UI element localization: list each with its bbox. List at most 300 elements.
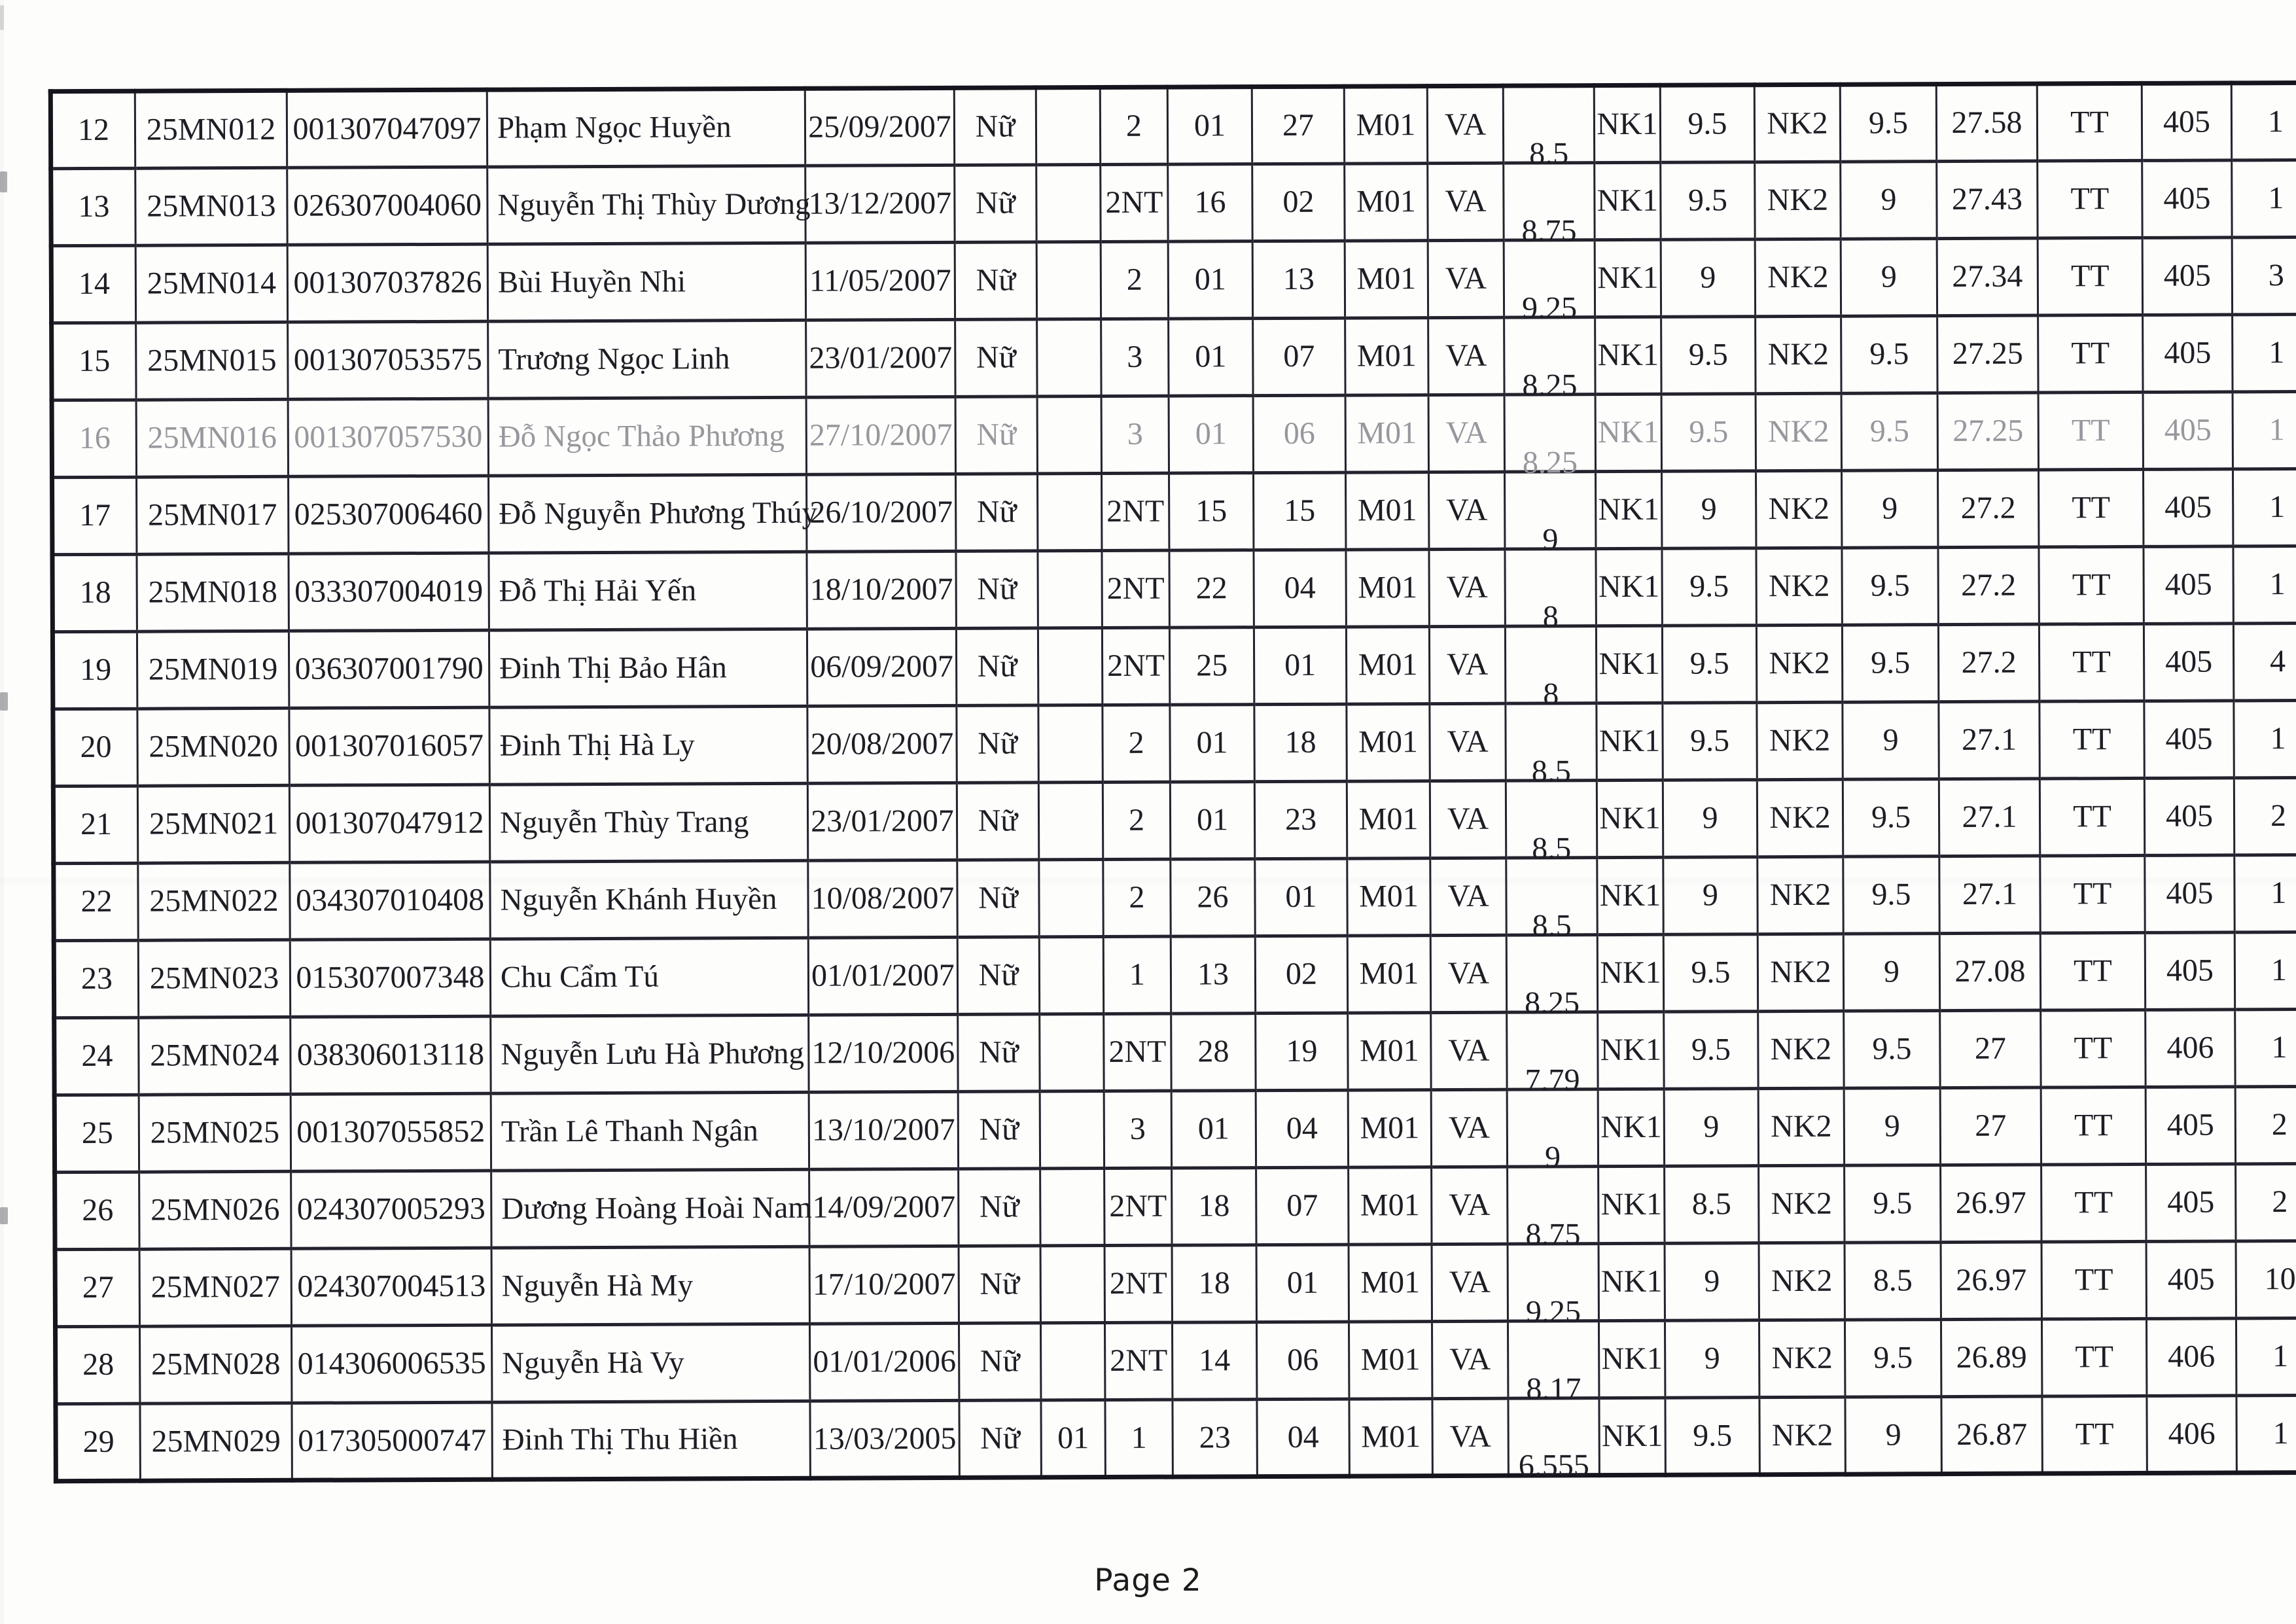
cell-stt: 18 [52,554,137,631]
cell-nk1-label: NK1 [1598,1243,1665,1320]
cell-bonus-score: 9.25 [1508,1244,1598,1322]
cell-nk2-label: NK2 [1756,548,1842,626]
cell-wish-order: 2 [2234,777,2296,855]
cell-priority-object [1040,1169,1104,1246]
scan-artifact [0,1207,8,1224]
cell-gender: Nữ [956,551,1038,628]
cell-code-1: 22 [1169,550,1254,627]
cell-priority-area: 2NT [1104,1168,1172,1245]
cell-citizen-id: 014306006535 [292,1325,492,1403]
cell-total-score: 26.97 [1941,1242,2041,1320]
table-row [52,391,2296,477]
cell-bonus-score: 8 [1505,626,1596,704]
cell-code-2: 01 [1256,1244,1349,1322]
cell-language: VA [1430,858,1506,935]
cell-gender: Nữ [956,474,1038,551]
cell-bonus-score: 8.25 [1504,317,1595,395]
cell-citizen-id: 038306013118 [291,1016,491,1094]
cell-nk2-score: 9.5 [1845,1320,1941,1398]
cell-full-name: Trần Lê Thanh Ngân [491,1092,809,1171]
cell-gender: Nữ [959,1169,1040,1246]
cell-nk1-label: NK1 [1596,548,1662,626]
cell-citizen-id: 024307004513 [291,1248,491,1326]
cell-priority-object [1036,88,1100,165]
cell-major-code: 405 [2143,315,2233,393]
cell-code-2: 18 [1254,704,1347,782]
cell-major-code: 405 [2144,701,2234,779]
cell-bonus-score: 8 [1505,549,1596,627]
cell-date-of-birth: 23/01/2007 [807,783,957,860]
cell-full-name: Dương Hoàng Hoài Nam [491,1169,809,1248]
cell-nk2-score: 9.5 [1845,1165,1941,1243]
cell-code-1: 25 [1169,627,1254,705]
cell-major-code: 406 [2146,1318,2236,1396]
cell-citizen-id: 036307001790 [289,630,489,708]
cell-total-score: 27.25 [1937,315,2038,393]
cell-nk2-label: NK2 [1759,1165,1845,1243]
cell-status: TT [2041,1010,2146,1087]
cell-wish-order: 1 [2236,1395,2296,1473]
cell-nk2-label: NK2 [1758,1088,1844,1166]
cell-stt: 23 [54,940,138,1017]
cell-language: VA [1432,1398,1508,1475]
cell-nk2-score: 9.5 [1843,779,1939,857]
cell-major-code: 405 [2146,1164,2236,1242]
cell-gender: Nữ [955,165,1036,242]
cell-date-of-birth: 10/08/2007 [808,860,957,938]
cell-stt: 29 [56,1403,140,1481]
cell-nk1-label: NK1 [1595,394,1661,471]
cell-nk1-label: NK1 [1595,162,1661,239]
cell-nk1-label: NK1 [1598,1320,1665,1398]
cell-full-name: Đỗ Ngọc Thảo Phương [488,397,806,476]
cell-full-name: Đỗ Nguyễn Phương Thúy [489,474,807,553]
cell-stt: 24 [54,1017,139,1095]
cell-language: VA [1428,240,1504,317]
cell-wish-order: 1 [2235,1009,2296,1087]
cell-gender: Nữ [955,242,1036,319]
cell-candidate-code: 25MN014 [135,245,287,323]
cell-nk1-score: 9 [1661,239,1755,317]
cell-subject-group: M01 [1349,1399,1432,1476]
cell-nk2-score: 9 [1841,162,1937,239]
cell-date-of-birth: 13/03/2005 [810,1400,959,1478]
cell-major-code: 405 [2145,855,2234,933]
cell-bonus-score: 9.25 [1504,240,1595,318]
cell-subject-group: M01 [1346,472,1429,550]
cell-priority-area: 2 [1103,859,1171,936]
cell-bonus-score: 8.5 [1506,781,1597,858]
cell-code-2: 06 [1256,1322,1349,1400]
cell-candidate-code: 25MN022 [138,862,290,940]
table-row [51,160,2296,245]
cell-priority-area: 2NT [1104,1014,1171,1091]
cell-nk2-label: NK2 [1759,1320,1845,1398]
table-row [52,468,2296,554]
cell-bonus-score: 8.25 [1506,935,1597,1013]
cell-priority-object [1040,1323,1104,1400]
cell-bonus-score: 6.555 [1508,1398,1599,1476]
cell-subject-group: M01 [1345,241,1428,318]
cell-bonus-score: 8.17 [1508,1321,1598,1399]
cell-code-2: 01 [1254,627,1346,705]
cell-nk1-score: 9.5 [1663,703,1757,781]
cell-citizen-id: 001307047912 [289,785,489,862]
cell-nk2-score: 8.5 [1845,1243,1941,1320]
cell-code-1: 18 [1172,1245,1256,1322]
cell-priority-object [1036,242,1101,319]
cell-nk1-score: 8.5 [1665,1166,1759,1244]
cell-code-1: 01 [1171,1091,1256,1168]
cell-full-name: Đỗ Thị Hải Yến [489,552,807,630]
cell-code-2: 13 [1252,241,1345,319]
cell-full-name: Đinh Thị Hà Ly [489,706,807,785]
cell-code-2: 07 [1253,318,1345,396]
cell-priority-object: 01 [1041,1400,1105,1477]
cell-candidate-code: 25MN018 [137,554,289,631]
cell-subject-group: M01 [1347,781,1430,858]
cell-full-name: Nguyễn Thùy Trang [489,783,807,862]
cell-stt: 25 [54,1095,139,1172]
cell-nk2-label: NK2 [1756,470,1842,548]
cell-wish-order: 3 [2232,237,2296,315]
cell-date-of-birth: 25/09/2007 [805,88,954,166]
cell-nk2-score: 9.5 [1842,548,1938,626]
cell-gender: Nữ [957,783,1038,860]
cell-candidate-code: 25MN019 [137,631,289,709]
cell-nk1-label: NK1 [1598,1166,1665,1243]
cell-code-1: 26 [1171,859,1255,936]
cell-bonus-score: 9 [1507,1089,1598,1167]
cell-citizen-id: 025307006460 [289,476,489,554]
cell-nk2-label: NK2 [1756,625,1842,703]
cell-code-1: 01 [1168,241,1252,319]
cell-language: VA [1431,1012,1507,1089]
cell-total-score: 27 [1940,1010,2041,1088]
cell-wish-order: 1 [2234,700,2296,778]
cell-language: VA [1428,395,1504,472]
cell-full-name: Bùi Huyền Nhi [487,243,805,321]
cell-nk1-score: 9.5 [1661,162,1755,240]
cell-status: TT [2038,315,2143,393]
cell-priority-area: 3 [1104,1091,1171,1168]
cell-total-score: 27.08 [1939,933,2040,1011]
table-row [54,932,2296,1017]
cell-nk2-label: NK2 [1758,1011,1844,1089]
cell-major-code: 405 [2144,546,2233,624]
cell-status: TT [2038,160,2142,238]
cell-candidate-code: 25MN023 [138,940,290,1017]
cell-code-2: 02 [1252,164,1345,241]
cell-status: TT [2041,1318,2146,1396]
cell-status: TT [2040,778,2144,856]
cell-code-2: 02 [1255,936,1347,1014]
cell-code-2: 15 [1254,472,1346,550]
cell-candidate-code: 25MN024 [139,1017,291,1095]
cell-major-code: 406 [2147,1396,2236,1474]
cell-stt: 20 [53,709,137,786]
cell-total-score: 27.1 [1939,701,2040,779]
cell-stt: 13 [51,168,135,245]
cell-total-score: 27.2 [1938,547,2039,625]
cell-full-name: Nguyễn Hà My [491,1246,809,1325]
cell-language: VA [1430,781,1506,858]
cell-nk2-score: 9 [1845,1397,1941,1475]
cell-date-of-birth: 20/08/2007 [807,705,957,783]
cell-wish-order: 1 [2233,546,2296,624]
cell-wish-order: 2 [2235,1086,2296,1164]
cell-nk1-score: 9 [1665,1243,1759,1321]
cell-date-of-birth: 01/01/2007 [808,937,957,1015]
cell-major-code: 406 [2146,1010,2235,1087]
cell-subject-group: M01 [1348,1090,1431,1167]
cell-subject-group: M01 [1347,858,1430,936]
cell-code-1: 01 [1169,319,1253,396]
cell-stt: 27 [55,1249,139,1326]
cell-citizen-id: 001307055852 [291,1093,491,1171]
cell-subject-group: M01 [1345,395,1428,472]
cell-code-1: 01 [1170,782,1254,859]
cell-nk2-label: NK2 [1757,702,1843,780]
cell-code-2: 07 [1256,1167,1349,1245]
cell-priority-area: 2NT [1101,164,1168,241]
cell-code-2: 23 [1254,781,1347,859]
cell-full-name: Nguyễn Thị Thùy Dương [487,166,805,244]
cell-nk2-score: 9.5 [1843,856,1939,934]
cell-nk1-score: 9.5 [1662,626,1756,703]
cell-date-of-birth: 17/10/2007 [809,1246,959,1324]
cell-priority-object [1038,705,1103,783]
cell-nk2-label: NK2 [1757,934,1843,1012]
cell-date-of-birth: 12/10/2006 [809,1014,958,1092]
cell-total-score: 27.25 [1937,393,2038,470]
cell-major-code: 405 [2144,469,2233,547]
cell-priority-object [1040,1014,1104,1091]
cell-stt: 16 [52,400,136,477]
cell-gender: Nữ [958,1091,1040,1169]
cell-major-code: 405 [2142,83,2231,161]
cell-code-2: 19 [1256,1013,1348,1091]
cell-code-1: 01 [1169,396,1253,473]
cell-wish-order: 2 [2236,1163,2296,1241]
cell-nk2-label: NK2 [1755,162,1841,239]
results-table [48,80,2296,1483]
cell-code-1: 13 [1171,936,1255,1014]
cell-full-name: Đinh Thị Thu Hiền [492,1401,810,1479]
cell-total-score: 26.89 [1941,1319,2041,1397]
cell-nk1-score: 9.5 [1661,317,1756,395]
cell-subject-group: M01 [1344,86,1427,164]
cell-status: TT [2039,469,2144,547]
table-row [52,314,2296,400]
cell-date-of-birth: 06/09/2007 [807,628,956,706]
table-row [56,1318,2296,1403]
cell-stt: 22 [54,863,138,940]
cell-full-name: Trương Ngọc Linh [488,320,806,398]
cell-priority-object [1040,1246,1104,1323]
cell-status: TT [2039,624,2144,701]
cell-subject-group: M01 [1346,627,1429,704]
cell-major-code: 405 [2145,932,2234,1010]
cell-stt: 26 [55,1172,139,1249]
cell-candidate-code: 25MN012 [135,90,287,168]
cell-nk1-label: NK1 [1598,1089,1664,1166]
cell-code-1: 18 [1172,1168,1256,1245]
cell-gender: Nữ [959,1323,1040,1400]
cell-nk2-score: 9 [1844,1088,1940,1166]
cell-nk1-label: NK1 [1596,471,1662,548]
cell-nk2-score: 9 [1843,934,1939,1012]
cell-priority-object [1038,783,1103,860]
cell-bonus-score: 8.5 [1506,703,1597,781]
cell-candidate-code: 25MN017 [137,476,289,554]
cell-nk1-label: NK1 [1597,934,1663,1012]
page-number-label: Page 2 [1094,1562,1202,1598]
cell-nk1-score: 9.5 [1661,394,1756,472]
cell-language: VA [1432,1321,1508,1398]
cell-major-code: 405 [2143,392,2233,470]
cell-citizen-id: 033307004019 [289,553,489,631]
cell-total-score: 26.97 [1941,1165,2041,1243]
table-row [55,1163,2296,1249]
cell-stt: 28 [56,1326,140,1403]
cell-bonus-score: 8.75 [1504,163,1595,241]
cell-date-of-birth: 11/05/2007 [805,242,955,320]
cell-language: VA [1432,1167,1508,1244]
table-row [52,623,2296,709]
cell-major-code: 405 [2142,160,2232,238]
cell-full-name: Chu Cẩm Tú [490,938,808,1016]
cell-code-2: 27 [1252,86,1344,164]
table-row [54,855,2296,940]
cell-gender: Nữ [957,705,1038,783]
cell-status: TT [2041,1241,2146,1319]
table-row [53,777,2296,863]
cell-nk1-score: 9 [1663,780,1757,858]
cell-subject-group: M01 [1345,318,1428,395]
cell-priority-area: 2NT [1102,473,1169,550]
cell-nk1-label: NK1 [1597,703,1663,780]
cell-bonus-score: 8.75 [1508,1167,1598,1244]
cell-nk1-score: 9 [1664,1089,1758,1167]
cell-full-name: Nguyễn Hà Vy [492,1324,810,1402]
cell-subject-group: M01 [1347,704,1430,781]
cell-status: TT [2037,83,2142,161]
cell-nk2-label: NK2 [1754,84,1840,162]
table-row [51,237,2296,323]
cell-nk1-score: 9 [1665,1320,1759,1398]
cell-priority-area: 2NT [1102,627,1169,705]
cell-subject-group: M01 [1348,1013,1431,1090]
cell-priority-area: 2 [1101,241,1168,319]
cell-major-code: 405 [2144,624,2233,701]
cell-candidate-code: 25MN016 [136,399,288,477]
scan-artifact [0,171,7,192]
cell-date-of-birth: 01/01/2006 [809,1323,959,1401]
cell-nk2-label: NK2 [1755,239,1841,317]
cell-citizen-id: 001307016057 [289,707,489,785]
cell-subject-group: M01 [1345,164,1428,241]
cell-date-of-birth: 27/10/2007 [806,397,955,474]
cell-wish-order: 1 [2234,932,2296,1010]
cell-language: VA [1427,86,1503,163]
cell-code-1: 16 [1168,164,1252,241]
cell-wish-order: 10 [2236,1241,2296,1318]
cell-gender: Nữ [957,937,1039,1014]
cell-gender: Nữ [955,319,1037,397]
cell-nk1-label: NK1 [1596,626,1662,703]
cell-status: TT [2040,701,2144,779]
cell-wish-order: 4 [2233,623,2296,701]
cell-major-code: 405 [2144,778,2234,856]
cell-bonus-score: 8.5 [1503,86,1594,164]
cell-gender: Nữ [959,1400,1041,1477]
cell-nk2-label: NK2 [1759,1397,1845,1475]
cell-wish-order: 1 [2234,855,2296,932]
cell-gender: Nữ [959,1246,1040,1323]
cell-code-2: 01 [1255,858,1347,936]
cell-code-1: 15 [1169,473,1254,550]
cell-nk1-label: NK1 [1595,317,1661,394]
cell-stt: 19 [52,631,137,709]
cell-gender: Nữ [955,397,1037,474]
cell-date-of-birth: 13/12/2007 [805,165,955,243]
cell-code-1: 28 [1171,1014,1256,1091]
cell-priority-object [1039,860,1103,937]
cell-priority-area: 2 [1100,87,1167,164]
cell-gender: Nữ [958,1014,1040,1091]
cell-candidate-code: 25MN020 [137,708,289,786]
cell-nk2-score: 9.5 [1842,625,1938,703]
cell-priority-area: 2NT [1104,1245,1172,1322]
cell-nk2-score: 9.5 [1844,1011,1940,1089]
cell-bonus-score: 7.79 [1507,1012,1598,1090]
cell-code-1: 01 [1170,705,1254,782]
cell-wish-order: 1 [2236,1318,2296,1396]
cell-candidate-code: 25MN015 [136,322,288,400]
cell-status: TT [2040,855,2145,933]
cell-bonus-score: 8.5 [1506,858,1597,936]
cell-priority-object [1038,474,1102,551]
cell-citizen-id: 034307010408 [290,862,490,940]
table-row [55,1241,2296,1326]
cell-language: VA [1429,626,1505,703]
cell-code-2: 04 [1257,1399,1349,1477]
cell-priority-area: 2NT [1102,550,1169,627]
cell-citizen-id: 001307047097 [287,90,487,168]
cell-language: VA [1429,472,1505,549]
cell-candidate-code: 25MN028 [140,1326,292,1403]
cell-total-score: 27.2 [1938,470,2039,548]
cell-code-1: 23 [1173,1400,1257,1477]
cell-full-name: Phạm Ngọc Huyền [487,88,805,167]
cell-nk1-label: NK1 [1594,85,1660,162]
cell-priority-area: 3 [1101,319,1169,396]
cell-citizen-id: 001307057530 [288,398,488,476]
cell-language: VA [1430,703,1506,781]
cell-status: TT [2040,932,2145,1010]
cell-priority-area: 1 [1105,1400,1173,1477]
cell-nk1-label: NK1 [1597,780,1663,857]
cell-nk2-label: NK2 [1757,856,1843,934]
cell-priority-area: 2 [1103,782,1170,859]
cell-stt: 12 [50,91,135,168]
cell-nk1-label: NK1 [1597,857,1663,934]
cell-citizen-id: 015307007348 [290,939,490,1017]
table-row [56,1395,2296,1481]
cell-priority-area: 2 [1103,705,1170,782]
cell-citizen-id: 017305000747 [292,1402,492,1480]
